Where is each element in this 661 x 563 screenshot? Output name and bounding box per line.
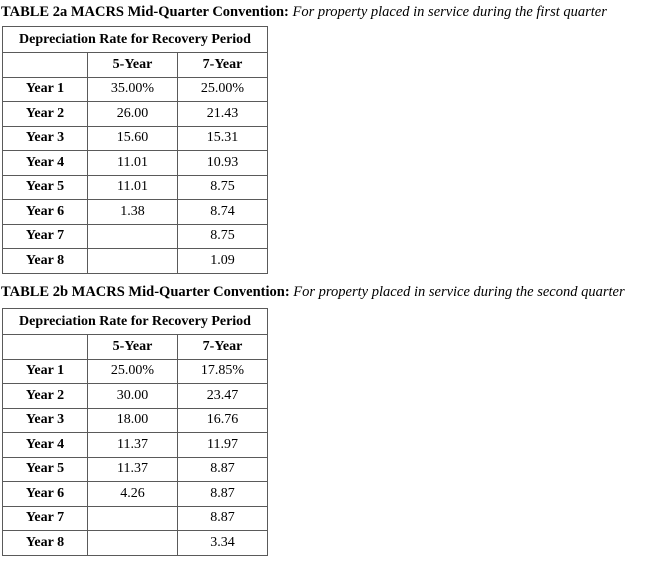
rate-7-year: 25.00% bbox=[178, 77, 268, 102]
rate-5-year: 11.01 bbox=[88, 151, 178, 176]
rate-7-year: 3.34 bbox=[178, 531, 268, 556]
table-2a bbox=[2, 26, 268, 274]
year-label: Year 8 bbox=[3, 531, 88, 556]
rate-5-year: 1.38 bbox=[88, 200, 178, 225]
year-label: Year 4 bbox=[3, 433, 88, 458]
year-label: Year 4 bbox=[3, 151, 88, 176]
year-label: Year 2 bbox=[3, 384, 88, 409]
year-label: Year 6 bbox=[3, 200, 88, 225]
rate-5-year: 11.37 bbox=[88, 457, 178, 482]
rate-5-year bbox=[88, 249, 178, 274]
table-row bbox=[3, 200, 268, 225]
rate-5-year: 11.01 bbox=[88, 175, 178, 200]
year-label: Year 5 bbox=[3, 457, 88, 482]
rate-7-year: 11.97 bbox=[178, 433, 268, 458]
rate-5-year: 30.00 bbox=[88, 384, 178, 409]
rate-7-year: 15.31 bbox=[178, 126, 268, 151]
rate-5-year bbox=[88, 506, 178, 531]
table-2b-col-5-year: 5-Year bbox=[88, 335, 178, 360]
table-row bbox=[3, 457, 268, 482]
rate-7-year: 8.75 bbox=[178, 224, 268, 249]
table-2a-col-5-year: 5-Year bbox=[88, 53, 178, 78]
year-label: Year 8 bbox=[3, 249, 88, 274]
table-2b-title-bold: TABLE 2b MACRS Mid-Quarter Convention: bbox=[1, 284, 290, 300]
rate-5-year bbox=[88, 224, 178, 249]
table-2a-header: Depreciation Rate for Recovery Period bbox=[3, 27, 268, 53]
rate-7-year: 8.87 bbox=[178, 457, 268, 482]
rate-7-year: 8.87 bbox=[178, 482, 268, 507]
rate-5-year: 15.60 bbox=[88, 126, 178, 151]
table-2a-section bbox=[0, 4, 607, 274]
table-row bbox=[3, 433, 268, 458]
table-row bbox=[3, 77, 268, 102]
table-2a-corner-cell bbox=[3, 53, 88, 78]
table-row bbox=[3, 151, 268, 176]
rate-7-year: 8.87 bbox=[178, 506, 268, 531]
table-2a-title bbox=[0, 4, 607, 21]
table-2b-section bbox=[0, 284, 625, 556]
rate-5-year: 25.00% bbox=[88, 359, 178, 384]
table-2a-title-bold: TABLE 2a MACRS Mid-Quarter Convention: bbox=[1, 4, 289, 20]
year-label: Year 7 bbox=[3, 506, 88, 531]
table-row bbox=[3, 249, 268, 274]
year-label: Year 1 bbox=[3, 77, 88, 102]
table-row bbox=[3, 506, 268, 531]
table-row bbox=[3, 531, 268, 556]
rate-5-year bbox=[88, 531, 178, 556]
table-2b-title bbox=[0, 284, 625, 301]
rate-5-year: 35.00% bbox=[88, 77, 178, 102]
table-row bbox=[3, 482, 268, 507]
table-row bbox=[3, 408, 268, 433]
year-label: Year 1 bbox=[3, 359, 88, 384]
rate-5-year: 26.00 bbox=[88, 102, 178, 127]
year-label: Year 6 bbox=[3, 482, 88, 507]
table-2a-col-7-year: 7-Year bbox=[178, 53, 268, 78]
table-row bbox=[3, 102, 268, 127]
rate-7-year: 1.09 bbox=[178, 249, 268, 274]
table-row bbox=[3, 175, 268, 200]
table-2b-col-7-year: 7-Year bbox=[178, 335, 268, 360]
rate-5-year: 18.00 bbox=[88, 408, 178, 433]
table-2b-title-italic: For property placed in service during the second quarter bbox=[293, 284, 625, 300]
rate-7-year: 17.85% bbox=[178, 359, 268, 384]
year-label: Year 2 bbox=[3, 102, 88, 127]
table-row bbox=[3, 126, 268, 151]
rate-7-year: 21.43 bbox=[178, 102, 268, 127]
table-row bbox=[3, 359, 268, 384]
rate-7-year: 8.74 bbox=[178, 200, 268, 225]
table-2b-header: Depreciation Rate for Recovery Period bbox=[3, 309, 268, 335]
table-2a-title-italic: For property placed in service during the first quarter bbox=[292, 4, 607, 20]
year-label: Year 3 bbox=[3, 408, 88, 433]
rate-7-year: 8.75 bbox=[178, 175, 268, 200]
rate-7-year: 23.47 bbox=[178, 384, 268, 409]
table-2b bbox=[2, 308, 268, 556]
rate-5-year: 11.37 bbox=[88, 433, 178, 458]
year-label: Year 5 bbox=[3, 175, 88, 200]
year-label: Year 3 bbox=[3, 126, 88, 151]
table-row bbox=[3, 224, 268, 249]
rate-7-year: 16.76 bbox=[178, 408, 268, 433]
table-2b-corner-cell bbox=[3, 335, 88, 360]
rate-7-year: 10.93 bbox=[178, 151, 268, 176]
table-row bbox=[3, 384, 268, 409]
year-label: Year 7 bbox=[3, 224, 88, 249]
rate-5-year: 4.26 bbox=[88, 482, 178, 507]
